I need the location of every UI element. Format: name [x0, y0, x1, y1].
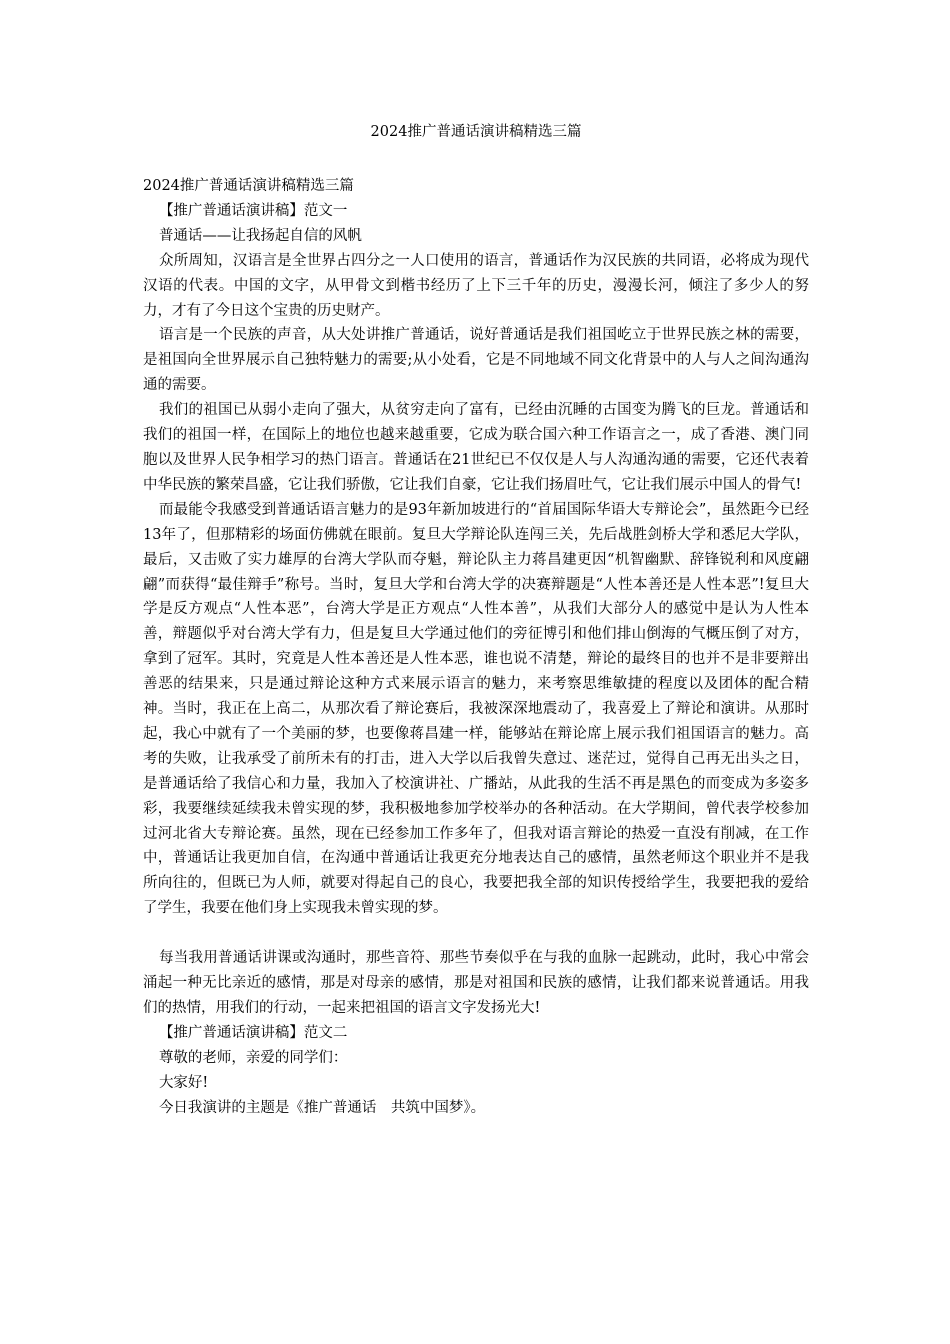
document-title: 2024推广普通话演讲稿精选三篇 — [370, 124, 582, 140]
body-heading: 2024推广普通话演讲稿精选三篇 — [143, 178, 354, 194]
document-body — [143, 174, 809, 1120]
paragraph-4: 而最能令我感受到普通话语言魅力的是93年新加坡进行的“首届国际华语大专辩论会”，虽然距今已经13年了，但那精彩的场面仿佛就在眼前。复旦大学辩论队连闯三关，先后战胜剑桥大学和悉尼大学队，最后，又击败了实力雄厚的台湾大学队而夺魁，辩论队主力蒋昌建更因“机智幽默、辞锋锐利和风度翩翩”而获得“最佳辩手”称号。当时，复旦大学和台湾大学的决赛辩题是“人性本善还是人性本恶”!复旦大学是反方观点“人性本恶”，台湾大学是正方观点“人性本善”，从我们大部分人的感觉中是认为人性本善，辩题似乎对台湾大学有力，但是复旦大学通过他们的旁征博引和他们排山倒海的气概压倒了对方，拿到了冠军。其时，究竟是人性本善还是人性本恶，谁也说不清楚，辩论的最终目的也并不是非要辩出善恶的结果来，只是通过辩论这种方式来展示语言的魅力，来考察思维敏捷的程度以及团体的配合精神。当时，我正在上高二，从那次看了辩论赛后，我被深深地震动了，我喜爱上了辩论和演讲。从那时起，我心中就有了一个美丽的梦，也要像蒋昌建一样，能够站在辩论席上展示我们祖国语言的魅力。高考的失败，让我承受了前所未有的打击，进入大学以后我曾失意过、迷茫过，觉得自己再无出头之日，是普通话给了我信心和力量，我加入了校演讲社、广播站，从此我的生活不再是黑色的而变成为多姿多彩，我要继续延续我未曾实现的梦，我积极地参加学校举办的各种活动。在大学期间，曾代表学校参加过河北省大专辩论赛。虽然，现在已经参加工作多年了，但我对语言辩论的热爱一直没有削减，在工作中，普通话让我更加自信，在沟通中普通话让我更充分地表达自己的感情，虽然老师这个职业并不是我所向往的，但既已为人师，就要对得起自己的良心，我要把我全部的知识传授给学生，我要把我的爱给了学生，我要在他们身上实现我未曾实现的梦。 — [143, 501, 809, 917]
blank-line — [143, 921, 809, 946]
speech-topic: 今日我演讲的主题是《推广普通话 共筑中国梦》。 — [158, 1099, 486, 1116]
greeting: 大家好! — [158, 1074, 209, 1091]
paragraph-5: 每当我用普通话讲课或沟通时，那些音符、那些节奏似乎在与我的血脉一起跳动，此时，我心中常会涌起一种无比亲近的感情，那是对母亲的感情，那是对祖国和民族的感情，让我们都来说普通话。用我们的热情，用我们的行动，一起来把祖国的语言文字发扬光大! — [143, 950, 809, 1016]
paragraph-2: 语言是一个民族的声音，从大处讲推广普通话，说好普通话是我们祖国屹立于世界民族之林的需要，是祖国向全世界展示自己独特魅力的需要;从小处看，它是不同地域不同文化背景中的人与人之间沟通沟通的需要。 — [143, 327, 809, 394]
section-heading-two: 【推广普通话演讲稿】范文二 — [158, 1024, 348, 1041]
speech-one-title: 普通话——让我扬起自信的风帆 — [158, 227, 362, 244]
paragraph-1: 众所周知，汉语言是全世界占四分之一人口使用的语言，普通话作为汉民族的共同语，必将成为现代汉语的代表。中国的文字，从甲骨文到楷书经历了上下三千年的历史，漫漫长河，倾注了多少人的努力，才有了今日这个宝贵的历史财产。 — [143, 252, 809, 319]
document-page — [143, 120, 809, 1120]
salutation: 尊敬的老师，亲爱的同学们： — [158, 1049, 348, 1066]
paragraph-3: 我们的祖国已从弱小走向了强大，从贫穷走向了富有，已经由沉睡的古国变为腾飞的巨龙。普通话和我们的祖国一样，在国际上的地位也越来越重要，它成为联合国六种工作语言之一，成了香港、澳门同胞以及世界人民争相学习的热门语言。普通话在21世纪已不仅仅是人与人沟通沟通的需要，它还代表着中华民族的繁荣昌盛，它让我们骄傲，它让我们自豪，它让我们扬眉吐气，它让我们展示中国人的骨气! — [143, 402, 809, 493]
section-heading-one: 【推广普通话演讲稿】范文一 — [158, 202, 348, 219]
